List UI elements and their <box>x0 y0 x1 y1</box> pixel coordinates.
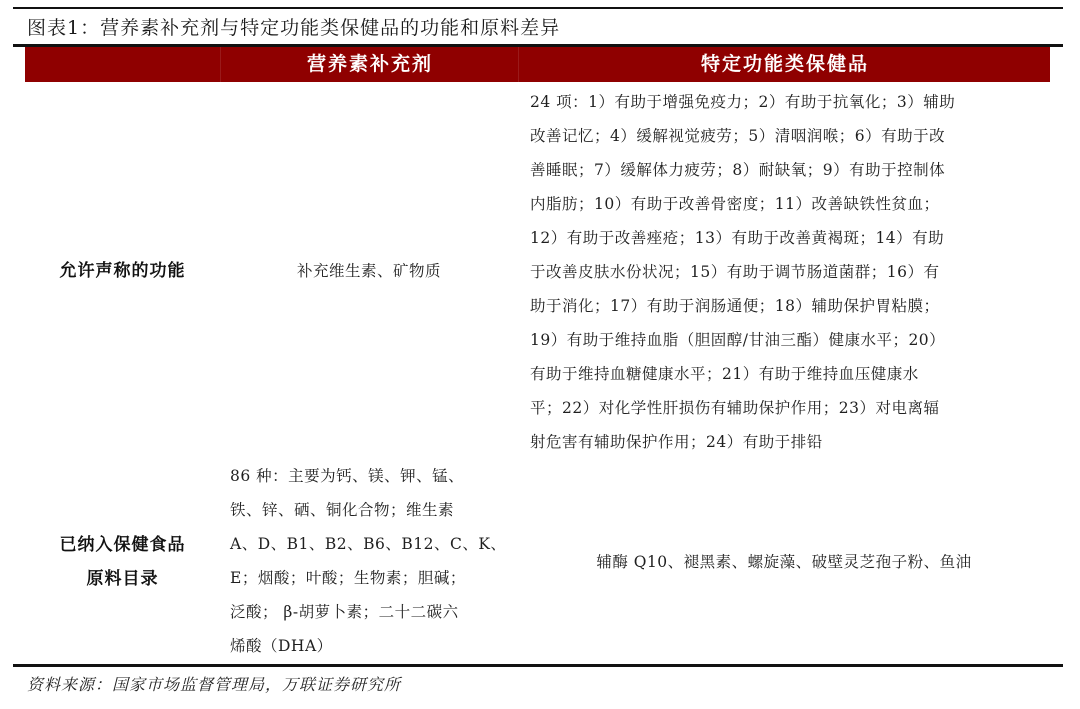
text-line: 24 项：1）有助于增强免疫力；2）有助于抗氧化；3）辅助 <box>530 93 956 111</box>
row-label-line: 原料目录 <box>86 569 159 589</box>
figure-title: 图表1：营养素补充剂与特定功能类保健品的功能和原料差异 <box>27 17 561 39</box>
text-line: 泛酸； β-胡萝卜素；二十二碳六 <box>230 603 459 621</box>
text-line: 铁、锌、硒、铜化合物；维生素 <box>230 501 455 519</box>
text-line: 射危害有辅助保护作用；24）有助于排铅 <box>530 433 823 451</box>
cell-functional-raw-materials: 辅酶 Q10、褪黑素、螺旋藻、破壁灵芝孢子粉、鱼油 <box>596 553 972 571</box>
row-label-line: 已纳入保健食品 <box>59 535 186 555</box>
bottom-rule <box>13 664 1063 667</box>
text-line: 于改善皮肤水份状况；15）有助于调节肠道菌群；16）有 <box>530 263 940 281</box>
text-line: 有助于维持血糖健康水平；21）有助于维持血压健康水 <box>530 365 919 383</box>
header-functional-health-food: 特定功能类保健品 <box>518 47 1051 82</box>
top-rule <box>13 7 1063 9</box>
text-line: 烯酸（DHA） <box>230 637 333 655</box>
text-line: A、D、B1、B2、B6、B12、C、K、 <box>230 535 507 553</box>
text-line: 12）有助于改善痤疮；13）有助于改善黄褐斑；14）有助 <box>530 229 945 247</box>
text-line: 改善记忆；4）缓解视觉疲劳；5）清咽润喉；6）有助于改 <box>530 127 946 145</box>
text-line: 平；22）对化学性肝损伤有辅助保护作用；23）对电离辐 <box>530 399 940 417</box>
text-line: E；烟酸；叶酸；生物素；胆碱； <box>230 569 466 587</box>
cell-nutrient-raw-materials <box>230 459 518 663</box>
header-cell-empty <box>25 47 220 82</box>
text-line: 19）有助于维持血脂（胆固醇/甘油三酯）健康水平；20） <box>530 331 946 349</box>
text-line: 助于消化；17）有助于润肠通便；18）辅助保护胃粘膜； <box>530 297 940 315</box>
table-header <box>25 47 1050 82</box>
cell-nutrient-allowed-claims: 补充维生素、矿物质 <box>296 262 441 280</box>
text-line: 内脂肪；10）有助于改善骨密度；11）改善缺铁性贫血； <box>530 195 940 213</box>
cell-functional-allowed-claims <box>530 85 1040 459</box>
source-note: 资料来源：国家市场监督管理局，万联证券研究所 <box>27 675 402 694</box>
header-nutrient-supplement: 营养素补充剂 <box>220 47 519 82</box>
row-label-raw-material-catalog <box>25 528 220 596</box>
row-label-allowed-claims: 允许声称的功能 <box>59 261 186 281</box>
text-line: 86 种：主要为钙、镁、钾、锰、 <box>230 467 465 485</box>
text-line: 善睡眠；7）缓解体力疲劳；8）耐缺氧；9）有助于控制体 <box>530 161 946 179</box>
